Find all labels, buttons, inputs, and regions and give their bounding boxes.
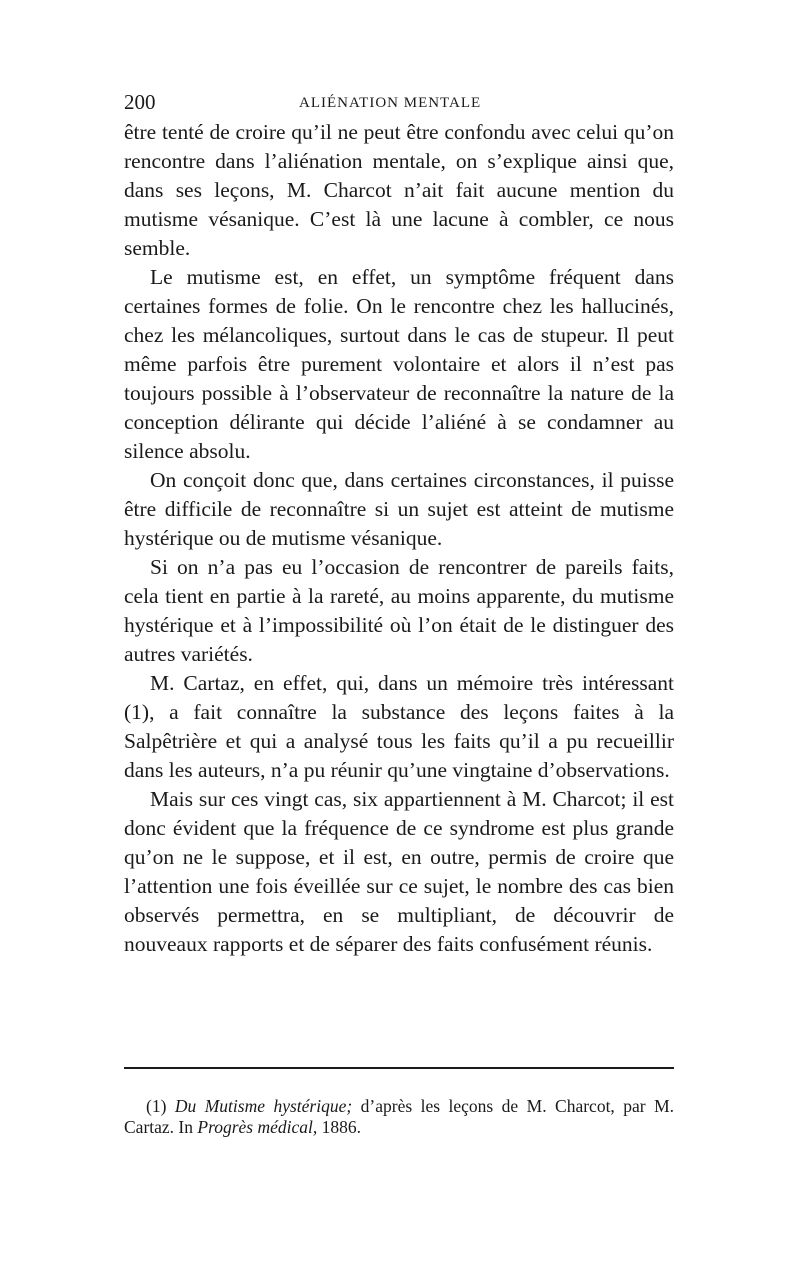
footnote-journal: Progrès médical, [197, 1117, 318, 1137]
page-number: 200 [124, 90, 156, 114]
footnote [124, 1096, 674, 1138]
footnote-title: Du Mutisme hystérique; [174, 1096, 353, 1116]
paragraph: Le mutisme est, en effet, un symptôme fréquent dans certaines formes de folie. On le rencontre chez les hallucinés, chez les mélancoliques, surtout dans le cas de stupeur. Il peut même parfois être purement volontaire et alors il n’est pas toujours possible à l’observateur de reconnaître la nature de la conception délirante qui décide l’aliéné à se condamner au silence absolu. [124, 265, 674, 463]
page-header [124, 90, 674, 120]
footnote-text: d’après les leçons de M. Charcot, par M. Cartaz. In [124, 1096, 675, 1137]
paragraph: Si on n’a pas eu l’occasion de rencontrer de pareils faits, cela tient en partie à la rareté, au moins apparente, du mutisme hystérique et à l’impossibilité où l’on était de le distinguer des autres variétés. [124, 555, 674, 666]
paragraph: On conçoit donc que, dans certaines circonstances, il puisse être difficile de reconnaître si un sujet est atteint de mutisme hystérique ou de mutisme vésanique. [124, 468, 674, 550]
footnote-year: 1886. [317, 1117, 362, 1137]
paragraph: M. Cartaz, en effet, qui, dans un mémoire très intéressant (1), a fait connaître la substance des leçons faites à la Salpêtrière et qui a analysé tous les faits qu’il a pu recueillir dans les auteurs, n’a pu réunir qu’une vingtaine d’observations. [124, 671, 674, 782]
running-title: ALIÉNATION MENTALE [299, 95, 482, 111]
footnote-paragraph [124, 1096, 674, 1138]
body-text [124, 118, 674, 959]
footnote-marker: (1) [146, 1096, 167, 1116]
paragraph: être tenté de croire qu’il ne peut être confondu avec celui qu’on rencontre dans l’aliénation mentale, on s’explique ainsi que, dans ses leçons, M. Charcot n’ait fait aucune mention du mutisme vésanique. C’est là une lacune à combler, ce nous semble. [124, 120, 674, 260]
paragraph: Mais sur ces vingt cas, six appartiennent à M. Charcot; il est donc évident que la fréquence de ce syndrome est plus grande qu’on ne le suppose, et il est, en outre, permis de croire que l’attention une fois éveillée sur ce sujet, le nombre des cas bien observés permettra, en se multipliant, de découvrir de nouveaux rapports et de séparer des faits confusément réunis. [124, 787, 674, 956]
footnote-divider [124, 1067, 674, 1069]
